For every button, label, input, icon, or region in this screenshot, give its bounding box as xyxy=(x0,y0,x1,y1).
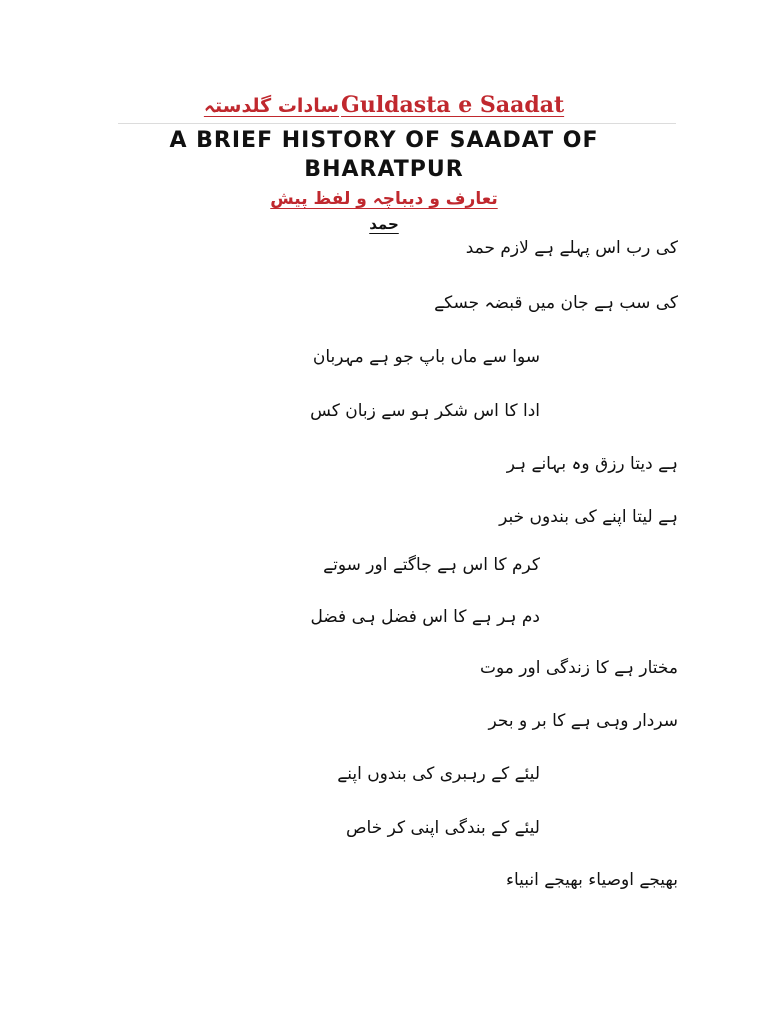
verse-line: بھیجے اوصیاء بھیجے انبیاء xyxy=(505,870,678,890)
verse-line: لیئے کے بندگی اپنی کر خاص xyxy=(346,818,540,838)
verse-line: ہے دیتا رزق وہ بہانے ہر xyxy=(506,454,678,474)
verse-line: مختار ہے کا زندگی اور موت xyxy=(480,658,678,678)
section-heading: حمد xyxy=(369,215,399,233)
verse-line: کی سب ہے جان میں قبضہ جسکے xyxy=(434,293,678,313)
verse-line: ادا کا اس شکر ہو سے زبان کس xyxy=(310,401,540,421)
header-divider xyxy=(118,123,676,124)
verse-line: سوا سے ماں باپ جو ہے مہربان xyxy=(312,347,540,367)
verse-line: کی رب اس پہلے ہے لازم حمد xyxy=(465,238,678,258)
verse-line: ہے لیتا اپنے کی بندوں خبر xyxy=(499,507,678,527)
verse-line: کرم کا اس ہے جاگتے اور سوتے xyxy=(323,555,540,575)
verse-line: سردار وہی ہے کا بر و بحر xyxy=(488,711,678,731)
document-header xyxy=(0,92,768,118)
verse-line: دم ہر ہے کا اس فضل ہی فضل xyxy=(310,607,540,627)
verse-line: لیئے کے رہبری کی بندوں اپنے xyxy=(337,764,540,784)
header-title-urdu: سادات گلدستہ xyxy=(203,95,340,117)
document-subtitle: تعارف و دیباچہ و لفظ پیش xyxy=(270,189,498,209)
header-title-latin: Guldasta e Saadat xyxy=(341,92,565,118)
document-title: A BRIEF HISTORY OF SAADAT OF BHARATPUR xyxy=(169,128,599,182)
